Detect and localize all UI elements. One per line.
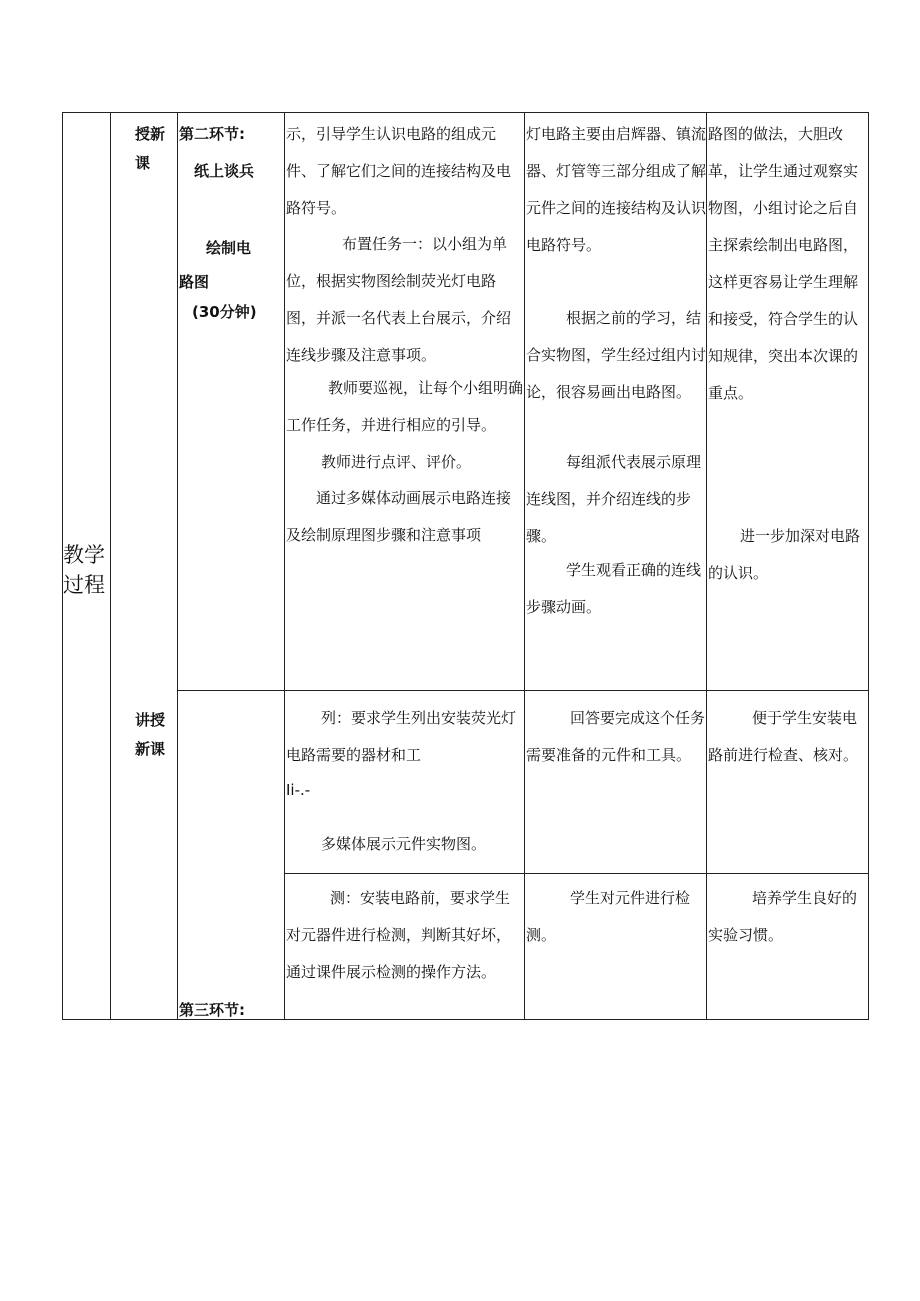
section-label-line1: 教学 bbox=[63, 543, 105, 567]
teacher-activity-3: 教师要巡视，让每个小组明确工作任务，并进行相应的引导。 bbox=[286, 379, 524, 434]
task-duration: (30分钟) bbox=[192, 303, 257, 321]
col-divider-2 bbox=[177, 112, 178, 1020]
stage-label-top-line1: 授新 bbox=[135, 125, 166, 143]
student-activity-1: 灯电路主要由启辉器、镇流器、灯管等三部分组成了解元件之间的连接结构及认识电路符号。 bbox=[526, 125, 706, 254]
purpose-list-task: 便于学生安装电路前进行检查、核对。 bbox=[708, 709, 859, 764]
col-divider-4 bbox=[524, 112, 525, 1020]
teacher-activity-1: 示，引导学生认识电路的组成元件、了解它们之间的连接结构及电路符号。 bbox=[286, 125, 512, 217]
design-purpose-1: 路图的做法，大胆改革，让学生通过观察实物图，小组讨论之后自主探索绘制出电路图，这样更容易让学生理解和接受，符合学生的认知规律，突出本次课的重点。 bbox=[708, 125, 859, 402]
task-title-line2: 路图 bbox=[179, 273, 210, 291]
teacher-test-task: 测：安装电路前，要求学生对元器件进行检测，判断其好坏，通过课件展示检测的操作方法。 bbox=[286, 889, 512, 981]
stage-label-top-line2: 课 bbox=[135, 154, 151, 172]
student-activity-4: 学生观看正确的连线步骤动画。 bbox=[526, 561, 702, 616]
teacher-list-task-line1: 列：要求学生列出安装荧光灯电路需要的器材和工 bbox=[286, 709, 517, 764]
teacher-activity-5: 通过多媒体动画展示电路连接及绘制原理图步骤和注意事项 bbox=[286, 489, 512, 544]
row-divider-2 bbox=[284, 873, 869, 874]
design-purpose-2: 进一步加深对电路的认识。 bbox=[708, 527, 861, 582]
stage-label-bottom-line1: 讲授 bbox=[135, 711, 166, 729]
student-activity-2: 根据之前的学习，结合实物图，学生经过组内讨论，很容易画出电路图。 bbox=[526, 309, 706, 401]
teacher-list-task-line2: Ii-.- bbox=[286, 781, 311, 799]
task-title-line1: 绘制电 bbox=[206, 239, 252, 257]
teacher-activity-2: 布置任务一：以小组为单位，根据实物图绘制荧光灯电路图，并派一名代表上台展示，介绍连线步骤及注意事项。 bbox=[286, 235, 512, 364]
student-activity-3: 每组派代表展示原理连线图，并介绍连线的步骤。 bbox=[526, 453, 702, 545]
student-list-answer: 回答要完成这个任务需要准备的元件和工具。 bbox=[526, 709, 706, 764]
col-divider-1 bbox=[110, 112, 111, 1020]
section-subtitle: 纸上谈兵 bbox=[194, 162, 255, 180]
section-label-line2: 过程 bbox=[63, 573, 105, 597]
teacher-list-task-line3: 多媒体展示元件实物图。 bbox=[321, 835, 487, 853]
col-divider-5 bbox=[706, 112, 707, 1020]
table-border-right bbox=[868, 112, 869, 1020]
teacher-activity-4: 教师进行点评、评价。 bbox=[321, 453, 472, 471]
section-title: 第二环节: bbox=[179, 125, 245, 143]
student-test-answer: 学生对元件进行检测。 bbox=[526, 889, 691, 944]
table-border-top bbox=[62, 112, 869, 113]
col-divider-3 bbox=[284, 112, 285, 1020]
next-section-title: 第三环节: bbox=[179, 1001, 245, 1019]
row-divider-1 bbox=[177, 690, 869, 691]
stage-label-bottom-line2: 新课 bbox=[135, 740, 166, 758]
purpose-test-task: 培养学生良好的实验习惯。 bbox=[708, 889, 858, 944]
